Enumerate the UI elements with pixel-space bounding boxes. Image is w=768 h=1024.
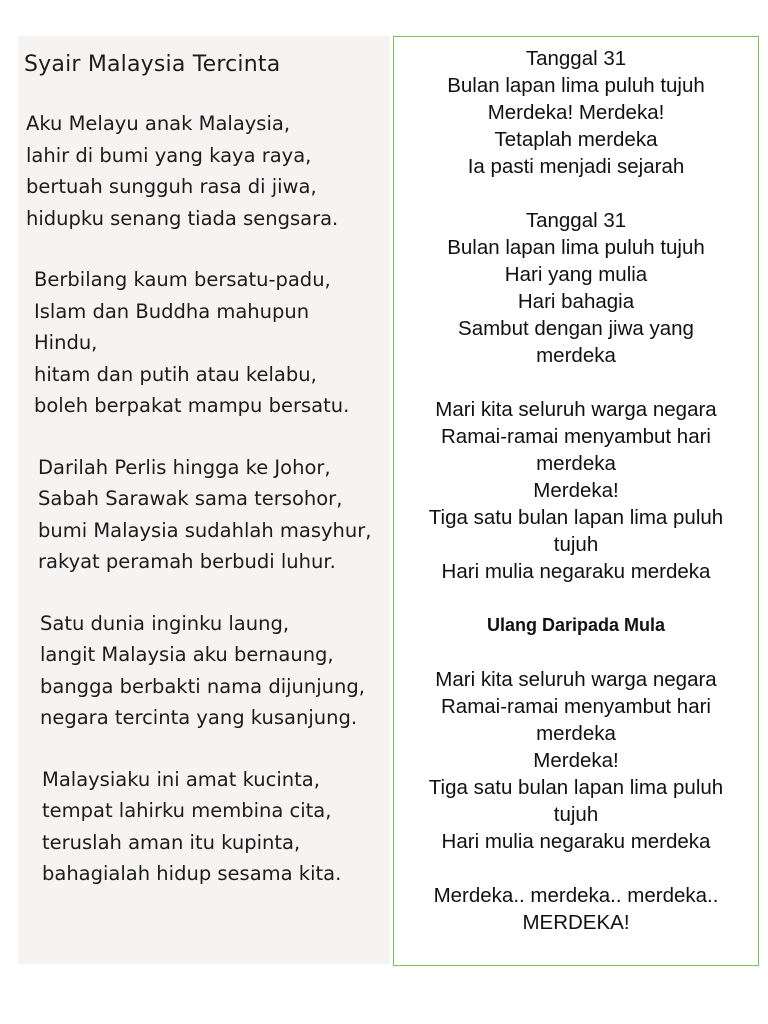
lyric-line: Tetaplah merdeka bbox=[494, 128, 658, 151]
lyric-line: Ramai-ramai menyambut hari bbox=[440, 695, 711, 718]
lyric-line: Hari yang mulia bbox=[504, 263, 648, 286]
lyric-line: Mari kita seluruh warga negara bbox=[435, 398, 717, 421]
lyrics-outro bbox=[400, 882, 752, 936]
lyric-line: Ia pasti menjadi sejarah bbox=[467, 155, 685, 178]
lyric-line: Merdeka! bbox=[533, 479, 619, 502]
lyric-line: merdeka bbox=[536, 452, 616, 475]
lyric-line: Sambut dengan jiwa yang bbox=[458, 317, 694, 340]
lyrics-chorus-1 bbox=[400, 396, 752, 585]
lyric-line: Ramai-ramai menyambut hari bbox=[440, 425, 711, 448]
syair-stanza-5 bbox=[24, 764, 390, 890]
lyric-line: MERDEKA! bbox=[522, 911, 630, 934]
syair-scan bbox=[18, 36, 390, 964]
syair-line: boleh berpakat mampu bersatu. bbox=[34, 394, 350, 417]
syair-line: bumi Malaysia sudahlah masyhur, bbox=[38, 518, 372, 542]
syair-line: Darilah Perlis hingga ke Johor, bbox=[38, 455, 331, 479]
lyric-line: tujuh bbox=[553, 533, 599, 556]
syair-line: hidupku senang tiada sengsara. bbox=[26, 206, 339, 230]
lyric-line: Merdeka! Merdeka! bbox=[487, 101, 665, 124]
syair-line: tempat lahirku membina cita, bbox=[42, 799, 332, 822]
syair-line: Hindu, bbox=[34, 331, 98, 354]
lyric-line: merdeka bbox=[536, 344, 616, 367]
lyric-line: merdeka bbox=[536, 722, 616, 745]
syair-line: Malaysiaku ini amat kucinta, bbox=[42, 767, 320, 791]
syair-line: Islam dan Buddha mahupun bbox=[34, 299, 310, 323]
syair-stanza-1 bbox=[24, 108, 390, 234]
syair-line: lahir di bumi yang kaya raya, bbox=[26, 143, 312, 167]
lyric-line: Hari mulia negaraku merdeka bbox=[441, 830, 711, 853]
syair-line: rakyat peramah berbudi luhur. bbox=[38, 550, 336, 573]
syair-line: teruslah aman itu kupinta, bbox=[42, 830, 301, 854]
lyric-line: Merdeka! bbox=[533, 749, 619, 772]
syair-stanza-3 bbox=[24, 452, 390, 578]
repeat-heading: Ulang Daripada Mula bbox=[486, 615, 666, 635]
syair-line: Satu dunia inginku laung, bbox=[40, 611, 290, 635]
lyric-line: Tiga satu bulan lapan lima puluh bbox=[428, 776, 724, 799]
lyric-line: Hari mulia negaraku merdeka bbox=[441, 560, 711, 583]
syair-line: bahagialah hidup sesama kita. bbox=[42, 862, 342, 885]
lyrics-box bbox=[393, 36, 759, 966]
lyric-line: Tanggal 31 bbox=[525, 47, 627, 70]
lyric-line: tujuh bbox=[553, 803, 599, 826]
lyric-line: Merdeka.. merdeka.. merdeka.. bbox=[433, 884, 719, 907]
syair-line: Aku Melayu anak Malaysia, bbox=[26, 112, 291, 135]
syair-stanza-4 bbox=[24, 608, 390, 734]
lyric-line: Tanggal 31 bbox=[525, 209, 627, 232]
syair-line: langit Malaysia aku bernaung, bbox=[40, 643, 334, 666]
syair-line: bertuah sungguh rasa di jiwa, bbox=[26, 175, 317, 198]
lyric-line: Mari kita seluruh warga negara bbox=[435, 668, 717, 691]
lyrics-verse-2 bbox=[400, 207, 752, 369]
lyric-line: Bulan lapan lima puluh tujuh bbox=[447, 236, 705, 259]
syair-line: negara tercinta yang kusanjung. bbox=[40, 706, 358, 729]
lyrics-verse-1 bbox=[400, 45, 752, 180]
lyrics-chorus-2 bbox=[400, 666, 752, 855]
syair-title: Syair Malaysia Tercinta bbox=[24, 52, 281, 77]
syair-line: Berbilang kaum bersatu-padu, bbox=[34, 268, 331, 291]
lyric-line: Hari bahagia bbox=[517, 290, 635, 313]
syair-stanza-2 bbox=[24, 264, 390, 422]
syair-line: hitam dan putih atau kelabu, bbox=[34, 362, 317, 386]
lyric-line: Bulan lapan lima puluh tujuh bbox=[447, 74, 705, 97]
lyric-line: Tiga satu bulan lapan lima puluh bbox=[428, 506, 724, 529]
syair-line: Sabah Sarawak sama tersohor, bbox=[38, 487, 343, 510]
syair-line: bangga berbakti nama dijunjung, bbox=[40, 674, 365, 698]
